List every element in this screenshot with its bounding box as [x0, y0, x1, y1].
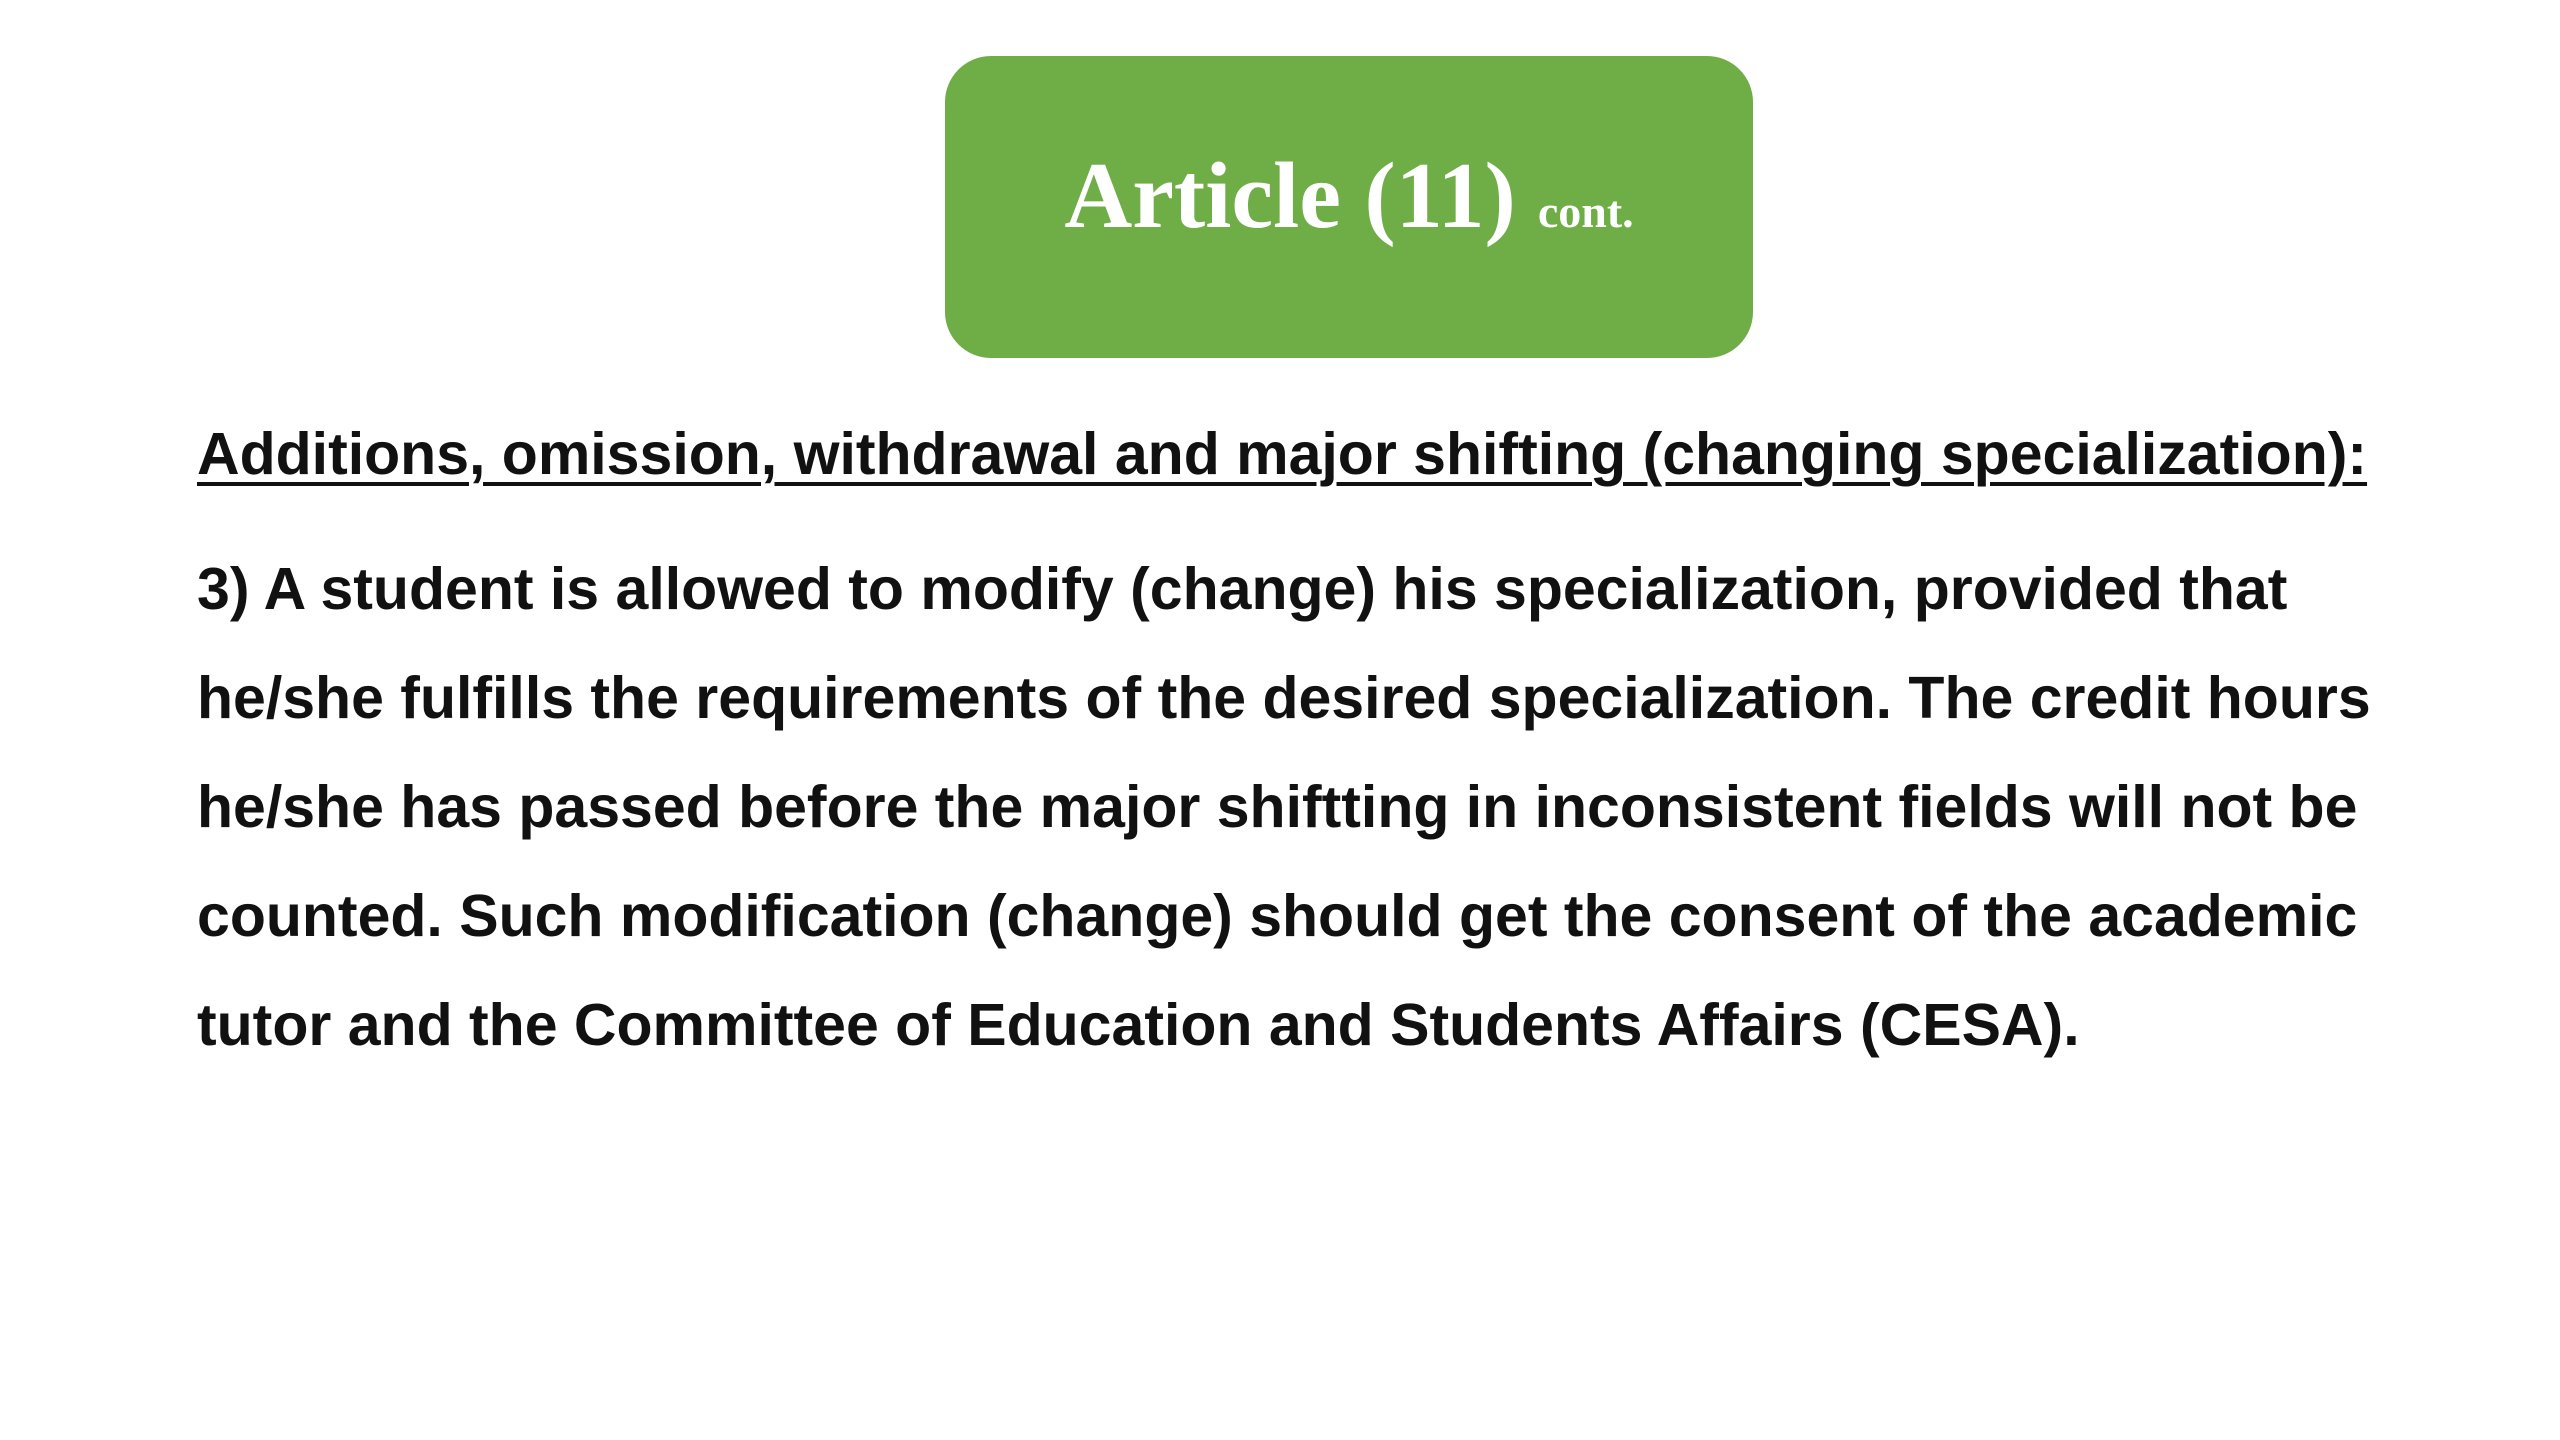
- title-text: [1064, 144, 1634, 248]
- section-heading: Additions, omission, withdrawal and major shifting (changing specialization):: [197, 421, 2368, 487]
- title-suffix: cont.: [1537, 186, 1634, 237]
- title-banner: [945, 56, 1753, 358]
- slide-body: [197, 400, 2437, 1080]
- rule-paragraph: 3) A student is allowed to modify (change) his specialization, provided that he/she fulfills the requirements of the desired specialization. The credit hours he/she has passed before the major shiftting in inconsistent fields will not be counted. Such modification (change) should get the consent of the academic tutor and the Committee of Education and Students Affairs (CESA).: [197, 556, 2371, 1058]
- title-main: Article (11): [1064, 144, 1516, 248]
